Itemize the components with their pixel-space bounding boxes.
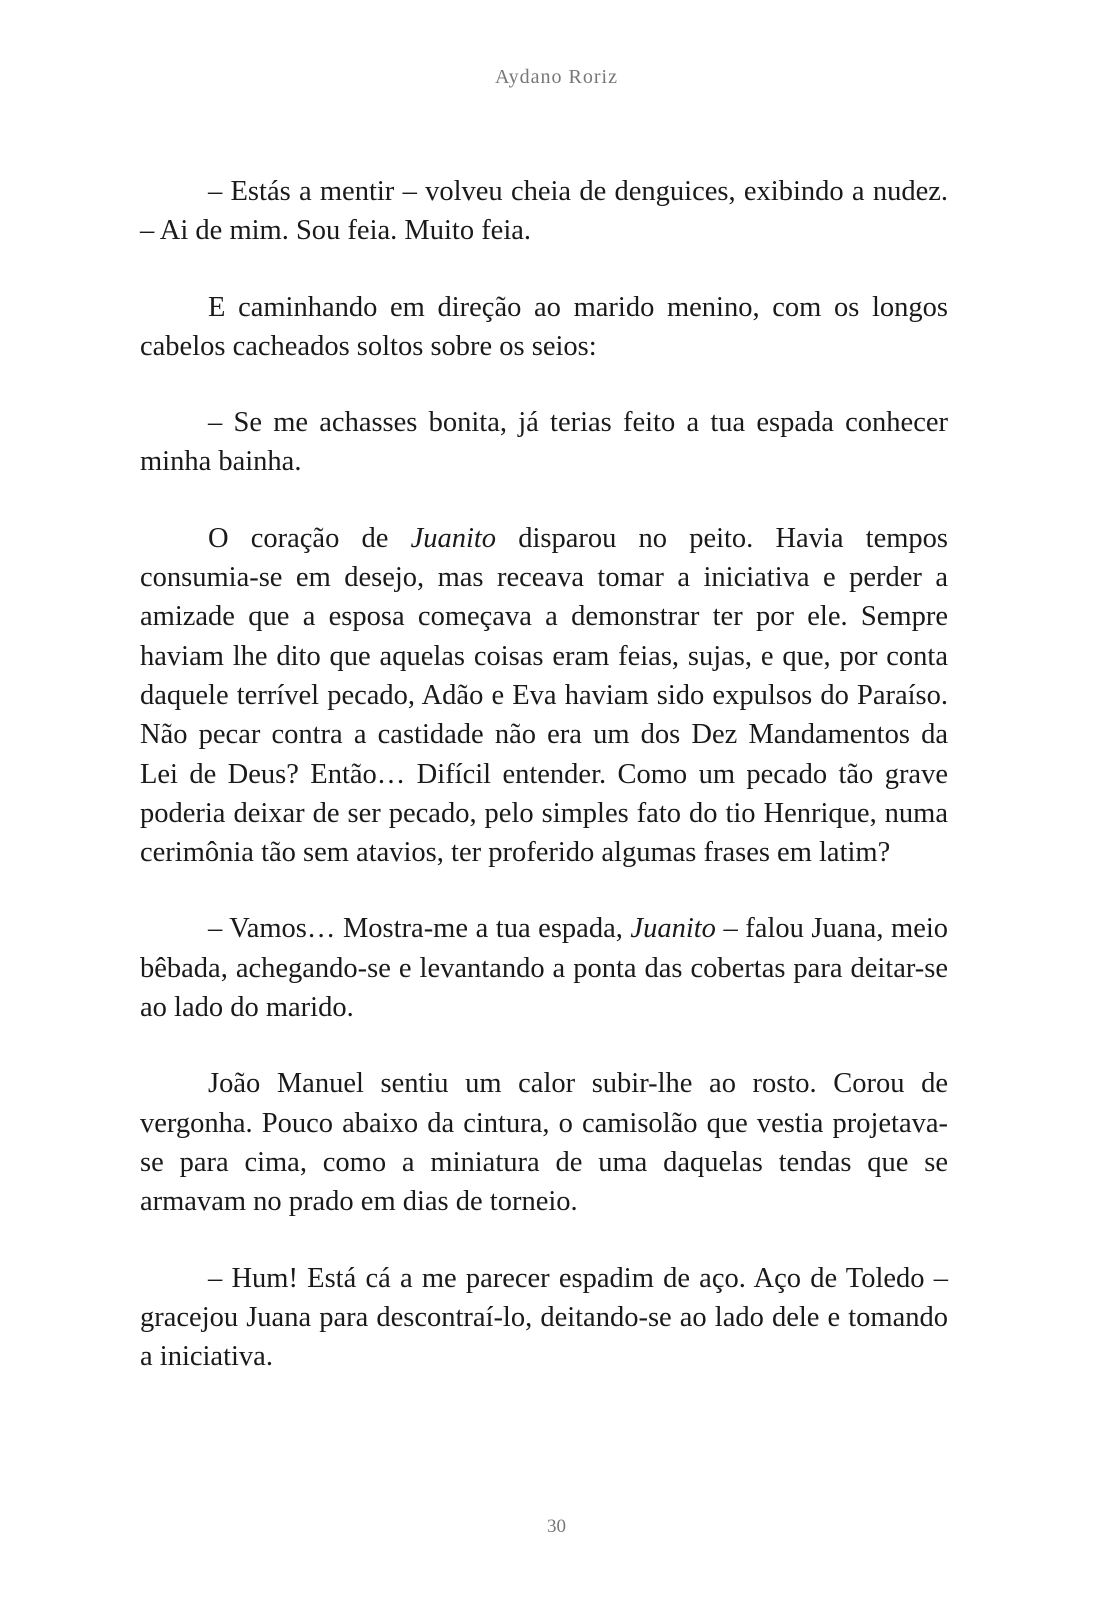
italic-text: Juanito xyxy=(410,522,497,554)
paragraph xyxy=(140,1259,948,1377)
paragraph xyxy=(140,288,948,367)
paragraph xyxy=(140,403,948,482)
text-run: – Estás a mentir – volveu cheia de denguices, exibindo a nudez. – Ai de mim. Sou feia. Muito feia. xyxy=(140,176,948,247)
text-run: O coração de xyxy=(208,522,411,554)
text-run: – Hum! Está cá a me parecer espadim de aço. Aço de Toledo – gracejou Juana para descontraí-lo, deitando-se ao lado dele e tomando a iniciativa. xyxy=(140,1262,948,1373)
text-run: E caminhando em direção ao marido menino, com os longos cabelos cacheados soltos sobre os seios: xyxy=(140,291,948,362)
body-text xyxy=(140,172,948,1413)
italic-text: Juanito xyxy=(630,913,716,945)
paragraph xyxy=(140,519,948,873)
paragraph xyxy=(140,909,948,1027)
text-run: – falou Juana, meio bêbada, achegando-se e levantando a ponta das cobertas para deitar-se ao lado do marido. xyxy=(140,913,949,1024)
text-run: João Manuel sentiu um calor subir-lhe ao rosto. Corou de vergonha. Pouco abaixo da cintura, o camisolão que vestia projetava-se para cima, como a miniatura de uma daquelas tendas que se armavam no prado em dias de torneio. xyxy=(140,1068,948,1218)
text-run: – Vamos… Mostra-me a tua espada, xyxy=(208,913,631,945)
text-run: – Se me achasses bonita, já terias feito a tua espada conhecer minha bainha. xyxy=(140,407,948,478)
paragraph xyxy=(140,1064,948,1221)
running-head-author: Aydano Roriz xyxy=(495,66,618,88)
text-run: disparou no peito. Havia tempos consumia-se em desejo, mas receava tomar a iniciativa e perder a amizade que a esposa começava a demonstrar ter por ele. Sempre haviam lhe dito que aquelas coisas eram feias, sujas, e que, por conta daquele terrível pecado, Adão e Eva haviam sido expulsos do Paraíso. Não pecar contra a castidade não era um dos Dez Mandamentos da Lei de Deus? Então… Difícil entender. Como um pecado tão grave poderia deixar de ser pecado, pelo simples fato do tio Henrique, numa cerimônia tão sem atavios, ter proferido algumas frases em latim? xyxy=(140,522,949,869)
paragraph xyxy=(140,172,948,251)
page-number: 30 xyxy=(547,1516,566,1537)
